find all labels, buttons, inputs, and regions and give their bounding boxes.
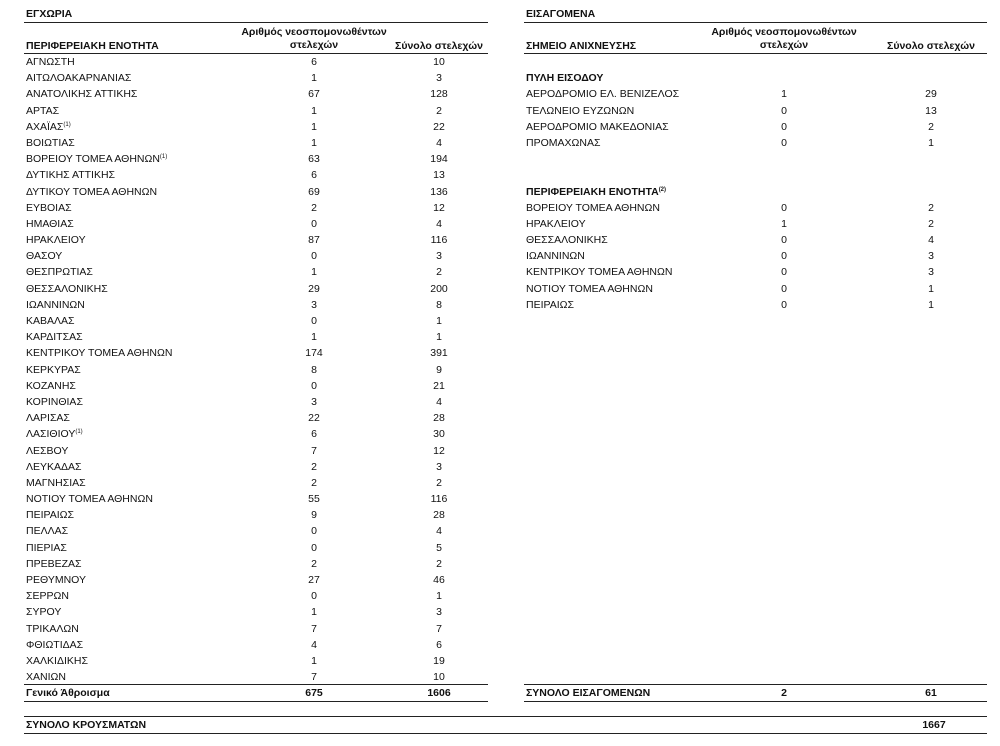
row-name — [26, 70, 131, 86]
table-row — [24, 410, 488, 426]
domestic-table — [24, 6, 488, 685]
row-name-text: ΧΑΛΚΙΔΙΚΗΣ — [26, 654, 88, 667]
row-total-count: 29 — [925, 88, 937, 101]
row-name-text: ΧΑΝΙΩΝ — [26, 671, 66, 684]
col-total-header: Σύνολο στελεχών — [887, 40, 975, 52]
row-total-count: 28 — [433, 412, 445, 425]
row-name-text: ΦΘΙΩΤΙΔΑΣ — [26, 638, 84, 651]
row-new-count: 7 — [311, 622, 317, 635]
row-total-count: 2 — [436, 266, 442, 279]
row-name — [526, 281, 653, 297]
row-total-count: 28 — [433, 509, 445, 522]
row-total-count: 1 — [436, 590, 442, 603]
row-total-count: 2 — [436, 476, 442, 489]
row-name — [526, 135, 600, 151]
col-new-header — [674, 26, 894, 52]
row-name-text: ΚΕΡΚΥΡΑΣ — [26, 363, 81, 376]
row-name — [26, 232, 86, 248]
row-new-count: 0 — [311, 315, 317, 327]
col-region-header: ΠΕΡΙΦΕΡΕΙΑΚΗ ΕΝΟΤΗΤΑ — [26, 40, 159, 52]
row-name — [26, 329, 83, 345]
row-name-text: ΘΕΣΣΑΛΟΝΙΚΗΣ — [526, 234, 608, 247]
domestic-total-all: 1606 — [427, 687, 451, 699]
row-total-count: 194 — [430, 153, 448, 166]
grand-total-value: 1667 — [922, 719, 946, 731]
row-total-count: 1 — [436, 331, 442, 344]
row-new-count: 1 — [311, 654, 317, 667]
row-name-text: ΤΡΙΚΑΛΩΝ — [26, 622, 79, 635]
row-name — [26, 135, 75, 151]
row-new-count: 9 — [311, 509, 317, 522]
col-new-header — [214, 26, 414, 52]
table-row — [24, 362, 488, 378]
row-new-count: 6 — [311, 428, 317, 441]
row-total-count: 128 — [430, 88, 448, 101]
regional-unit-rows — [524, 200, 987, 313]
row-name — [526, 248, 585, 264]
col-new-header-line2: στελεχών — [289, 39, 339, 51]
row-name — [26, 54, 75, 70]
row-total-count: 116 — [430, 493, 448, 506]
table-row — [24, 103, 488, 119]
row-new-count: 3 — [311, 395, 317, 408]
footnote-marker: (1) — [63, 121, 71, 128]
row-new-count: 1 — [781, 88, 787, 101]
row-name — [26, 443, 68, 459]
table-row — [524, 264, 987, 280]
imported-total-all: 61 — [925, 687, 937, 699]
row-new-count: 1 — [311, 120, 317, 133]
row-name-text: ΚΟΡΙΝΘΙΑΣ — [26, 395, 83, 408]
row-new-count: 0 — [781, 266, 787, 279]
row-total-count: 136 — [430, 185, 448, 198]
table-row — [24, 248, 488, 264]
domestic-title: ΕΓΧΩΡΙΑ — [24, 6, 488, 23]
table-row — [24, 184, 488, 200]
row-name — [26, 410, 70, 426]
row-name-text: ΑΡΤΑΣ — [26, 104, 60, 117]
spacer — [524, 151, 987, 167]
table-row — [24, 232, 488, 248]
table-row — [24, 151, 488, 167]
table-row — [24, 588, 488, 604]
row-new-count: 0 — [311, 250, 317, 263]
row-name-text: ΠΡΟΜΑΧΩΝΑΣ — [526, 136, 601, 149]
row-name-text: ΘΕΣΠΡΩΤΙΑΣ — [26, 266, 93, 279]
table-row — [24, 621, 488, 637]
row-name-text: ΡΕΘΥΜΝΟΥ — [26, 574, 87, 586]
row-name-text: ΚΟΖΑΝΗΣ — [26, 379, 76, 392]
table-row — [24, 443, 488, 459]
row-total-count: 116 — [430, 234, 448, 247]
row-name — [26, 556, 82, 572]
row-total-count: 12 — [433, 444, 445, 457]
row-total-count: 13 — [925, 104, 937, 117]
row-name — [26, 248, 62, 264]
table-row — [24, 297, 488, 313]
row-total-count: 3 — [436, 72, 442, 85]
row-name — [26, 459, 82, 475]
row-total-count: 2 — [436, 557, 442, 570]
row-name — [26, 604, 61, 620]
row-name — [526, 232, 608, 248]
row-total-count: 1 — [928, 282, 934, 295]
imported-header — [524, 23, 987, 54]
row-name — [26, 86, 137, 102]
table-row — [24, 394, 488, 410]
row-name — [26, 297, 85, 313]
row-new-count: 2 — [311, 460, 317, 473]
row-new-count: 22 — [308, 412, 320, 425]
row-name-text: ΑΝΑΤΟΛΙΚΗΣ ΑΤΤΙΚΗΣ — [26, 88, 138, 101]
row-total-count: 5 — [436, 541, 442, 554]
row-name-text: ΘΕΣΣΑΛΟΝΙΚΗΣ — [26, 282, 108, 295]
table-row — [24, 119, 488, 135]
row-new-count: 0 — [781, 104, 787, 117]
row-name-text: ΑΙΤΩΛΟΑΚΑΡΝΑΝΙΑΣ — [26, 72, 132, 85]
row-name — [26, 378, 76, 394]
row-name-text: ΚΑΡΔΙΤΣΑΣ — [26, 331, 83, 344]
col-detection-point-header: ΣΗΜΕΙΟ ΑΝΙΧΝΕΥΣΗΣ — [526, 40, 637, 52]
col-new-header-line1: Αριθμός νεοσπομονωθέντων — [241, 26, 387, 38]
row-total-count: 4 — [436, 395, 442, 408]
row-new-count: 27 — [308, 574, 320, 586]
col-new-header-line2: στελεχών — [759, 39, 809, 51]
row-new-count: 2 — [311, 476, 317, 489]
row-total-count: 391 — [430, 347, 448, 360]
row-new-count: 0 — [311, 217, 317, 230]
row-name-text: ΛΕΥΚΑΔΑΣ — [26, 460, 82, 473]
row-name — [26, 103, 59, 119]
row-name-text: ΒΟΡΕΙΟΥ ΤΟΜΕΑ ΑΘΗΝΩΝ — [526, 201, 660, 214]
row-new-count: 29 — [308, 282, 320, 295]
row-new-count: 2 — [311, 557, 317, 570]
row-name-text: ΛΕΣΒΟΥ — [26, 444, 69, 457]
table-row — [524, 248, 987, 264]
row-total-count: 2 — [928, 217, 934, 230]
domestic-rows — [24, 54, 488, 685]
row-name — [26, 588, 69, 604]
table-row — [524, 119, 987, 135]
row-name — [26, 362, 81, 378]
row-new-count: 0 — [311, 379, 317, 392]
row-new-count: 1 — [311, 266, 317, 279]
row-new-count: 1 — [311, 136, 317, 149]
row-new-count: 6 — [311, 169, 317, 182]
row-name — [26, 491, 153, 507]
spacer — [524, 54, 987, 70]
domestic-total-row — [24, 684, 488, 702]
row-name-text: ΕΥΒΟΙΑΣ — [26, 201, 72, 214]
row-total-count: 9 — [436, 363, 442, 376]
row-name-text: ΒΟΙΩΤΙΑΣ — [26, 136, 75, 149]
table-row — [24, 200, 488, 216]
table-row — [24, 426, 488, 442]
table-row — [524, 103, 987, 119]
row-new-count: 3 — [311, 298, 317, 311]
table-row — [24, 523, 488, 539]
row-name — [26, 475, 86, 491]
col-total-header: Σύνολο στελεχών — [395, 40, 483, 52]
row-total-count: 8 — [436, 298, 442, 311]
row-name — [26, 151, 167, 167]
row-new-count: 55 — [308, 493, 320, 506]
row-name — [26, 669, 66, 685]
imported-title: ΕΙΣΑΓΟΜΕΝΑ — [524, 6, 987, 23]
row-new-count: 87 — [308, 234, 320, 247]
row-total-count: 12 — [433, 201, 445, 214]
row-name-text: ΛΑΣΙΘΙΟΥ — [26, 428, 76, 441]
row-name-text: ΔΥΤΙΚΟΥ ΤΟΜΕΑ ΑΘΗΝΩΝ — [26, 185, 158, 198]
footnote-marker: (2) — [658, 186, 667, 193]
row-name — [526, 200, 660, 216]
row-name — [26, 264, 93, 280]
row-new-count: 8 — [311, 363, 317, 376]
row-new-count: 0 — [781, 298, 787, 311]
row-new-count: 2 — [311, 201, 317, 214]
row-name — [26, 216, 74, 232]
table-row — [24, 637, 488, 653]
table-row — [24, 329, 488, 345]
table-row — [24, 313, 488, 329]
table-row — [24, 604, 488, 620]
row-new-count: 1 — [311, 72, 317, 85]
footnote-marker: (1) — [75, 429, 83, 436]
row-new-count: 1 — [311, 331, 317, 344]
table-row — [24, 264, 488, 280]
row-total-count: 19 — [433, 654, 445, 667]
row-new-count: 174 — [305, 347, 323, 360]
row-total-count: 2 — [928, 201, 934, 214]
section-entry-gate — [524, 70, 987, 86]
domestic-header — [24, 23, 488, 54]
row-new-count: 0 — [311, 590, 317, 603]
section-label: ΠΕΡΙΦΕΡΕΙΑΚΗ ΕΝΟΤΗΤΑ — [526, 185, 659, 198]
footnote-marker: (1) — [159, 154, 168, 161]
row-new-count: 0 — [781, 250, 787, 263]
row-new-count: 0 — [781, 136, 787, 149]
row-name-text: ΚΕΝΤΡΙΚΟΥ ΤΟΜΕΑ ΑΘΗΝΩΝ — [26, 347, 173, 360]
row-name-text: ΠΕΛΛΑΣ — [26, 525, 69, 538]
row-name-text: ΘΑΣΟΥ — [26, 250, 63, 263]
row-name-text: ΗΡΑΚΛΕΙΟΥ — [26, 234, 86, 247]
row-total-count: 7 — [436, 622, 442, 635]
table-row — [524, 297, 987, 313]
row-name-text: ΤΕΛΩΝΕΙΟ ΕΥΖΩΝΩΝ — [526, 104, 635, 117]
row-name-text: ΚΑΒΑΛΑΣ — [26, 315, 75, 327]
table-row — [24, 135, 488, 151]
table-row — [524, 135, 987, 151]
table-row — [24, 653, 488, 669]
row-total-count: 3 — [928, 266, 934, 279]
table-row — [524, 86, 987, 102]
row-name — [526, 86, 679, 102]
row-name — [526, 119, 669, 135]
row-name — [526, 103, 634, 119]
row-new-count: 7 — [311, 444, 317, 457]
row-total-count: 4 — [436, 217, 442, 230]
row-name — [26, 621, 79, 637]
row-new-count: 7 — [311, 671, 317, 684]
imported-total-label: ΣΥΝΟΛΟ ΕΙΣΑΓΟΜΕΝΩΝ — [526, 687, 651, 699]
row-name — [26, 637, 83, 653]
row-total-count: 1 — [928, 298, 934, 311]
row-name-text: ΙΩΑΝΝΙΝΩΝ — [26, 298, 85, 311]
row-name — [26, 281, 108, 297]
row-name-text: ΠΕΙΡΑΙΩΣ — [526, 298, 574, 311]
row-name — [26, 119, 71, 135]
row-total-count: 3 — [436, 606, 442, 619]
row-name — [526, 264, 672, 280]
row-new-count: 1 — [311, 104, 317, 117]
row-total-count: 3 — [436, 460, 442, 473]
row-new-count: 1 — [781, 217, 787, 230]
row-name — [26, 313, 75, 329]
row-total-count: 6 — [436, 638, 442, 651]
row-total-count: 200 — [430, 282, 448, 295]
row-name — [26, 426, 83, 442]
table-row — [524, 281, 987, 297]
row-total-count: 2 — [436, 104, 442, 117]
table-row — [24, 281, 488, 297]
table-row — [24, 491, 488, 507]
row-name-text: ΗΜΑΘΙΑΣ — [26, 217, 74, 230]
entry-gate-rows — [524, 86, 987, 151]
grand-total-row — [24, 716, 987, 734]
row-total-count: 4 — [436, 525, 442, 538]
row-name — [26, 184, 157, 200]
table-row — [24, 669, 488, 685]
row-total-count: 13 — [433, 169, 445, 182]
row-name-text: ΛΑΡΙΣΑΣ — [26, 412, 70, 425]
row-name — [26, 394, 83, 410]
table-row — [524, 200, 987, 216]
row-total-count: 4 — [928, 234, 934, 247]
table-row — [524, 216, 987, 232]
row-total-count: 10 — [433, 671, 445, 684]
imported-table — [524, 6, 987, 313]
row-new-count: 1 — [311, 606, 317, 619]
row-new-count: 67 — [308, 88, 320, 101]
row-new-count: 69 — [308, 185, 320, 198]
row-new-count: 0 — [311, 525, 317, 538]
row-total-count: 3 — [928, 250, 934, 263]
table-row — [24, 345, 488, 361]
domestic-total-label: Γενικό Άθροισμα — [26, 687, 110, 699]
table-row — [24, 216, 488, 232]
row-total-count: 21 — [433, 379, 445, 392]
row-name — [526, 216, 586, 232]
table-row — [524, 232, 987, 248]
row-name-text: ΣΥΡΟΥ — [26, 606, 62, 619]
row-name — [26, 523, 68, 539]
row-new-count: 63 — [308, 153, 320, 166]
table-row — [24, 540, 488, 556]
row-name-text: ΑΕΡΟΔΡΟΜΙΟ ΜΑΚΕΔΟΝΙΑΣ — [526, 120, 669, 133]
row-name — [26, 653, 88, 669]
grand-total-label: ΣΥΝΟΛΟ ΚΡΟΥΣΜΑΤΩΝ — [26, 719, 147, 731]
row-name — [26, 507, 74, 523]
row-total-count: 46 — [433, 574, 445, 586]
imported-total-new: 2 — [781, 687, 787, 699]
table-row — [24, 54, 488, 70]
row-new-count: 0 — [781, 234, 787, 247]
row-total-count: 4 — [436, 136, 442, 149]
row-name — [26, 167, 115, 183]
row-total-count: 1 — [928, 136, 934, 149]
table-row — [24, 507, 488, 523]
row-name-text: ΔΥΤΙΚΗΣ ΑΤΤΙΚΗΣ — [26, 169, 116, 182]
section-regional-unit — [524, 184, 987, 200]
table-row — [24, 475, 488, 491]
row-name-text: ΚΕΝΤΡΙΚΟΥ ΤΟΜΕΑ ΑΘΗΝΩΝ — [526, 266, 673, 279]
row-name — [526, 297, 574, 313]
row-new-count: 0 — [311, 541, 317, 554]
col-new-header-line1: Αριθμός νεοσπομονωθέντων — [711, 26, 857, 38]
table-row — [24, 556, 488, 572]
row-name — [26, 345, 172, 361]
row-total-count: 22 — [433, 120, 445, 133]
row-total-count: 3 — [436, 250, 442, 263]
row-name-text: ΑΕΡΟΔΡΟΜΙΟ ΕΛ. ΒΕΝΙΖΕΛΟΣ — [526, 88, 680, 101]
table-row — [24, 378, 488, 394]
row-name-text: ΠΕΙΡΑΙΩΣ — [26, 509, 74, 522]
table-row — [24, 572, 488, 588]
row-name-text: ΣΕΡΡΩΝ — [26, 590, 69, 603]
row-name-text: ΝΟΤΙΟΥ ΤΟΜΕΑ ΑΘΗΝΩΝ — [26, 493, 153, 506]
row-new-count: 0 — [781, 282, 787, 295]
row-name-text: ΠΙΕΡΙΑΣ — [26, 541, 67, 554]
row-name-text: ΒΟΡΕΙΟΥ ΤΟΜΕΑ ΑΘΗΝΩΝ — [26, 153, 160, 166]
row-total-count: 1 — [436, 315, 442, 327]
row-total-count: 30 — [433, 428, 445, 441]
row-new-count: 0 — [781, 120, 787, 133]
row-new-count: 0 — [781, 201, 787, 214]
row-name — [26, 572, 86, 588]
section-label: ΠΥΛΗ ΕΙΣΟΔΟΥ — [526, 72, 604, 85]
row-name-text: ΗΡΑΚΛΕΙΟΥ — [526, 217, 586, 230]
row-total-count: 10 — [433, 56, 445, 68]
table-row — [24, 459, 488, 475]
row-name-text: ΑΧΑΪΑΣ — [26, 120, 64, 133]
row-name-text: ΑΓΝΩΣΤΗ — [26, 56, 75, 68]
table-row — [24, 167, 488, 183]
row-name-text: ΠΡΕΒΕΖΑΣ — [26, 557, 82, 570]
row-name-text: ΙΩΑΝΝΙΝΩΝ — [526, 250, 585, 263]
row-total-count: 2 — [928, 120, 934, 133]
domestic-total-new: 675 — [305, 687, 323, 699]
table-row — [24, 86, 488, 102]
row-new-count: 4 — [311, 638, 317, 651]
imported-total-row — [524, 684, 987, 702]
spacer — [524, 167, 987, 183]
row-name — [26, 200, 72, 216]
row-new-count: 6 — [311, 56, 317, 68]
row-name-text: ΝΟΤΙΟΥ ΤΟΜΕΑ ΑΘΗΝΩΝ — [526, 282, 653, 295]
row-name — [26, 540, 67, 556]
row-name-text: ΜΑΓΝΗΣΙΑΣ — [26, 476, 86, 489]
table-row — [24, 70, 488, 86]
